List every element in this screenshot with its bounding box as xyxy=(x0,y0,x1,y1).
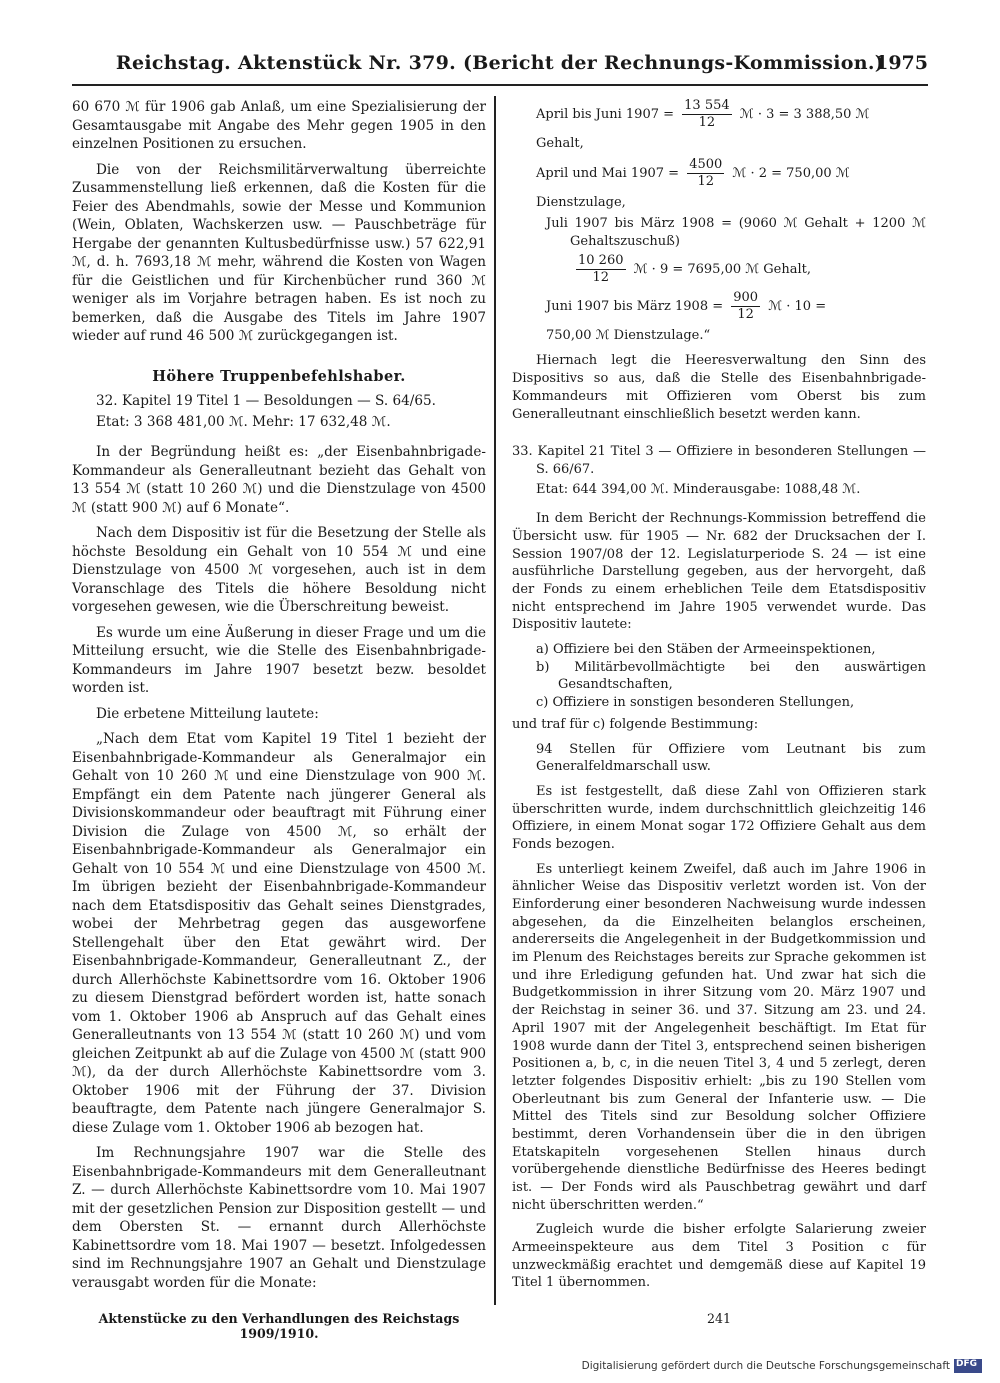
numerator: 900 xyxy=(733,289,759,305)
paragraph: Die von der Reichsmilitärverwaltung überreichte Zusammenstellung ließ erkennen, daß die Kosten für die Feier des Abendmahls, sowie der Messe und Kommunion (Wein, Oblaten, Wachskerzen usw. — Pauschbeträge für Hergabe der genannten Kultusbedürfnisse usw.) 57 622,91 ℳ, d. h. 7693,18 ℳ mehr, während die Kosten von Wagen für die Geistlichen und für Kirchenbücher rund 360 ℳ weniger als im Vorjahre betragen haben. Es ist noch zu bemerken, daß die Ausgabe des Titels im Jahre 1907 wieder auf rund 46 500 ℳ zurückgegangen ist. xyxy=(72,161,486,344)
formula-text: April bis Juni 1907 = xyxy=(536,107,675,122)
footer-page-number: 241 xyxy=(706,1311,732,1326)
formula-text: April und Mai 1907 = xyxy=(536,165,680,181)
list-item: a) Offiziere bei den Stäben der Armeeinspektionen, xyxy=(536,642,876,658)
formula-label: Dienstzulage, xyxy=(536,194,626,210)
dfg-logo-icon xyxy=(954,1359,982,1373)
item-33-etat: Etat: 644 394,00 ℳ. Minderausgabe: 1088,48 ℳ. xyxy=(536,481,861,497)
fraction xyxy=(731,290,760,323)
fraction xyxy=(682,98,732,131)
item-33-title: 33. Kapitel 21 Titel 3 — Offiziere in besonderen Stellungen — S. 66/67. xyxy=(512,444,926,477)
right-column xyxy=(512,98,926,1299)
formula-text: ℳ · 10 = xyxy=(768,298,827,314)
page-number: 1975 xyxy=(875,52,928,74)
paragraph: und traf für c) folgende Bestimmung: xyxy=(512,716,759,732)
paragraph: 94 Stellen für Offiziere vom Leutnant bis zum Generalfeldmarschall usw. xyxy=(536,741,926,775)
quoted-paragraph: „Nach dem Etat vom Kapitel 19 Titel 1 bezieht der Eisenbahnbrigade-Kommandeur als Generalmajor ein Gehalt von 10 260 ℳ und eine Dienstzulage von 900 ℳ. Empfängt ein dem Patente nach jüngerer General als Divisionskommandeur oder beauftragt mit Führung einer Division die Zulage von 4500 ℳ, so erhält der Eisenbahnbrigade-Kommandeur als Generalmajor ein Gehalt von 10 554 ℳ und eine Dienstzulage von 4500 ℳ. Im übrigen bezieht der Eisenbahnbrigade-Kommandeur nach dem Etatsdispositiv das Gehalt seines Dienstgrades, wobei der Mehrbetrag gegen das ausgeworfene Stellengehalt über den Etat gewährt wird. Der Eisenbahnbrigade-Kommandeur, Generalleutnant Z., der durch Allerhöchste Kabinettsordre vom 16. Oktober 1906 zu diesem Dienstgrad befördert worden ist, hatte sonach vom 1. Oktober 1906 ab Anspruch auf das Gehalt eines Generalleutnants von 13 554 ℳ (statt 10 260 ℳ) und vom gleichen Zeitpunkt ab auf die Zulage von 4500 ℳ (statt 900 ℳ), da der durch Allerhöchste Kabinettsordre vom 3. Oktober 1906 mit der Führung der 37. Division beauftragte, dem Patente nach jüngere Generalmajor S. diese Zulage vom 1. Oktober 1906 ab bezogen hat. xyxy=(72,731,486,1136)
paragraph: Die erbetene Mitteilung lautete: xyxy=(96,705,319,722)
paragraph: Es wurde um eine Äußerung in dieser Frage und um die Mitteilung ersucht, wie die Stelle des Eisenbahnbrigade-Kommandeurs im Jahre 1907 besetzt bezw. besoldet worden ist. xyxy=(72,624,486,696)
paragraph: 60 670 ℳ für 1906 gab Anlaß, um eine Spezialisierung der Gesamtausgabe mit Angabe des Mehr gegen 1905 in den einzelnen Positionen zu ersuchen. xyxy=(72,99,486,152)
digitization-credit xyxy=(582,1359,982,1373)
paragraph: Nach dem Dispositiv ist für die Besetzung der Stelle als höchste Besoldung ein Gehalt von 10 554 ℳ und eine Dienstzulage von 4500 ℳ vorgesehen, auch ist in dem Voranschlage des Titels die höhere Besoldung nicht vorgesehen gewesen, wie die Überschreitung beweist. xyxy=(72,525,486,615)
page-title: Reichstag. Aktenstück Nr. 379. (Bericht der Rechnungs-Kommission.) xyxy=(115,52,885,74)
left-column xyxy=(72,98,486,1299)
formula-dienstzulage-april-mai xyxy=(512,157,926,190)
item-32-title: 32. Kapitel 19 Titel 1 — Besoldungen — S. 64/65. xyxy=(96,393,436,409)
item-32-etat: Etat: 3 368 481,00 ℳ. Mehr: 17 632,48 ℳ. xyxy=(96,413,391,430)
section-heading: Höhere Truppenbefehlshaber. xyxy=(152,367,406,385)
numerator: 13 554 xyxy=(684,98,730,113)
fraction xyxy=(576,253,626,286)
footer-left: Aktenstücke zu den Verhandlungen des Reichstags 1909/1910. xyxy=(98,1311,460,1341)
numerator: 4500 xyxy=(689,156,723,172)
formula-label: Gehalt, xyxy=(536,136,584,151)
formula-result: 750,00 ℳ Dienstzulage.“ xyxy=(546,327,711,343)
fraction xyxy=(687,157,724,190)
list-item: b) Militärbevollmächtigte bei den auswärtigen Gesandtschaften, xyxy=(536,659,926,693)
denominator: 12 xyxy=(737,306,754,322)
paragraph: In der Begründung heißt es: „der Eisenbahnbrigade-Kommandeur als Generalleutnant bezieht das Gehalt von 13 554 ℳ (statt 10 260 ℳ) und die Dienstzulage von 4500 ℳ (statt 900 ℳ) auf 6 Monate“. xyxy=(72,444,486,516)
numerator: 10 260 xyxy=(578,252,624,268)
formula-text: ℳ · 9 = 7695,00 ℳ Gehalt, xyxy=(633,261,812,277)
formula-gehalt-juli-maerz xyxy=(512,253,926,286)
paragraph: In dem Bericht der Rechnungs-Kommission betreffend die Übersicht usw. für 1905 — Nr. 682 der Drucksachen der I. Session 1907/08 der 12. Legislaturperiode S. 24 — ist eine ausführliche Darstellung gegeben, aus der hervorgeht, daß der Fonds zu einem erheblichen Teile dem Etatsdispositiv nicht entsprechend im Jahre 1905 verwendet wurde. Das Dispositiv lautete: xyxy=(512,511,926,633)
page-header xyxy=(72,44,928,86)
credit-text: Digitalisierung gefördert durch die Deutsche Forschungsgemeinschaft xyxy=(581,1360,950,1372)
paragraph: Es ist festgestellt, daß diese Zahl von Offizieren stark überschritten wurde, indem durchschnittlich gleichzeitig 146 Offiziere, in einem Monat sogar 172 Offiziere Gehalt aus dem Fonds bezogen. xyxy=(512,783,926,852)
list-item: c) Offiziere in sonstigen besonderen Stellungen, xyxy=(536,695,855,711)
dispositiv-list xyxy=(512,641,926,712)
formula-text: ℳ · 3 = 3 388,50 ℳ xyxy=(739,107,870,122)
formula-text: Juni 1907 bis März 1908 = xyxy=(546,298,724,314)
paragraph: Es unterliegt keinem Zweifel, daß auch im Jahre 1906 in ähnlicher Weise das Dispositiv verletzt worden ist. Von der Einforderung einer besonderen Nachweisung wurde indessen abgesehen, da die Einzelheiten belanglos erscheinen, andererseits die Angelegenheit in der Budgetkommission und im Plenum des Reichstages bereits zur Sprache gekommen ist und ihre Erledigung gefunden hat. Und zwar hat sich die Budgetkommission in ihrer Sitzung vom 20. März 1907 und der Reichstag in seiner 36. und 37. Sitzung am 23. und 24. April 1907 mit der Angelegenheit beschäftigt. Im Etat für 1908 wurde dann der Titel 3, entsprechend seinen bisherigen Positionen a, b, c, in die neuen Titel 3, 4 und 5 zerlegt, deren letzter folgendes Dispositiv erhielt: „bis zu 190 Stellen vom Oberleutnant bis zum General der Infanterie usw. — Die Mittel des Titels sind zur Besoldung solcher Offiziere bestimmt, deren Vorhandensein über die in den übrigen Etatskapiteln vorgesehenen Stellen hinaus durch vorübergehende dienstliche Bedürfnisse des Heeres bedingt ist. — Der Fonds wird als Pauschbetrag gewährt und darf nicht überschritten werden.“ xyxy=(512,861,926,1213)
paragraph: Hiernach legt die Heeresverwaltung den Sinn des Dispositivs so aus, daß die Stelle des Eisenbahnbrigade-Kommandeurs mit Offizieren vom Oberst bis zum Generalleutnant einschließlich besetzt werden kann. xyxy=(512,353,926,422)
denominator: 12 xyxy=(697,173,714,189)
paragraph: Im Rechnungsjahre 1907 war die Stelle des Eisenbahnbrigade-Kommandeurs mit dem Generalleutnant Z. — durch Allerhöchste Kabinettsordre vom 10. Mai 1907 mit der gesetzlichen Pension zur Disposition gestellt — und dem Obersten St. — ernannt durch Allerhöchste Kabinettsordre vom 18. Mai 1907 — besetzt. Infolgedessen sind im Rechnungsjahre 1907 an Gehalt und Dienstzulage verausgabt worden für die Monate: xyxy=(72,1145,486,1291)
formula-gehalt-april-juni xyxy=(512,98,926,131)
formula-dienstzulage-juni-maerz xyxy=(512,290,926,323)
formula-text: ℳ · 2 = 750,00 ℳ xyxy=(732,165,850,181)
paragraph: Zugleich wurde die bisher erfolgte Salarierung zweier Armeeinspekteure aus dem Titel 3 Position c für unzweckmäßig erachtet und demgemäß diese auf Kapitel 19 Titel 1 übernommen. xyxy=(512,1222,926,1291)
formula-text: Juli 1907 bis März 1908 = (9060 ℳ Gehalt + 1200 ℳ Gehaltszuschuß) xyxy=(546,216,926,250)
denominator: 12 xyxy=(592,269,610,285)
column-divider xyxy=(494,96,496,1305)
denominator: 12 xyxy=(698,115,716,130)
